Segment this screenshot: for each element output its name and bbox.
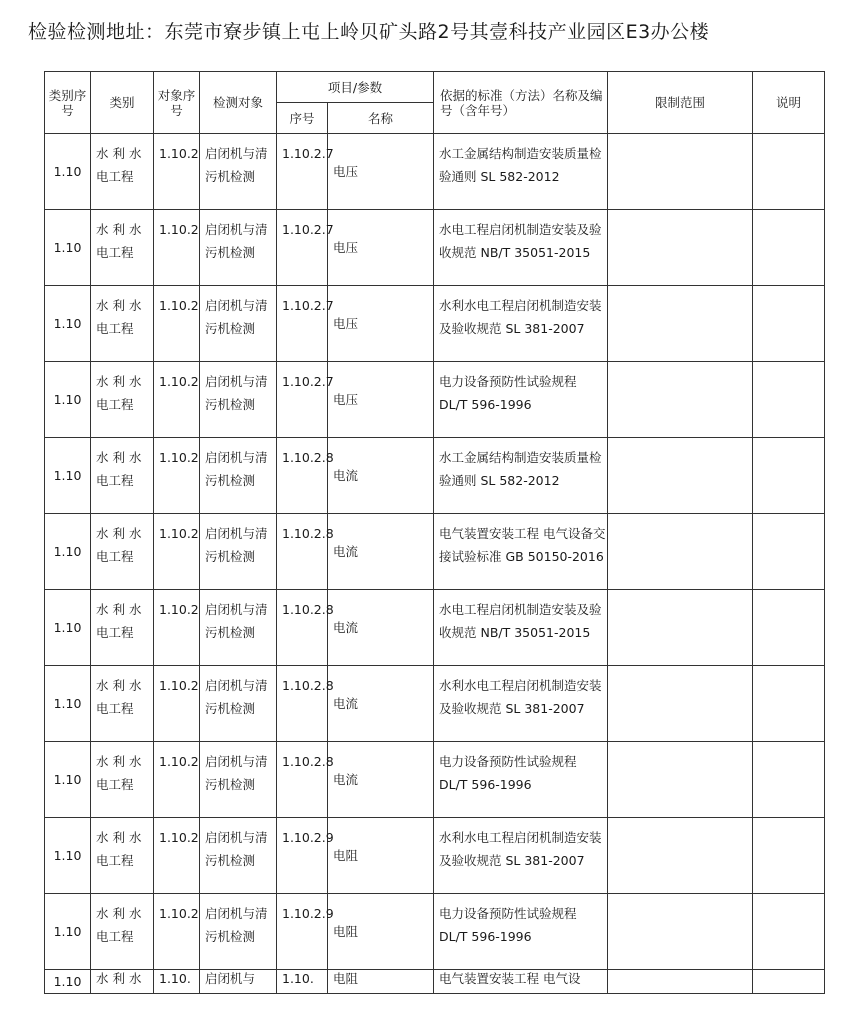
- cell-obj-no: 1.10.2: [154, 134, 200, 210]
- cell-item-no: 1.10.2.8: [277, 438, 328, 514]
- cell-item-no: 1.10.2.7: [277, 286, 328, 362]
- cell-object: 启闭机与清污机检测: [200, 286, 277, 362]
- cell-cat-no: 1.10: [45, 742, 91, 818]
- cell-item-name: 电压: [328, 286, 434, 362]
- table-row: [45, 286, 825, 362]
- cell-item-no: 1.10.2.8: [277, 590, 328, 666]
- table-row: [45, 894, 825, 970]
- cell-category: 水 利 水电工程: [91, 286, 154, 362]
- table-row: [45, 970, 825, 994]
- cell-item-name: 电流: [328, 590, 434, 666]
- cell-standard: 水工金属结构制造安装质量检验通则 SL 582-2012: [434, 438, 608, 514]
- cell-note: [753, 210, 825, 286]
- header-cat-no: 类别序号: [45, 72, 91, 134]
- cell-note: [753, 438, 825, 514]
- cell-standard: 水利水电工程启闭机制造安装及验收规范 SL 381-2007: [434, 666, 608, 742]
- cell-note: [753, 666, 825, 742]
- cell-object: 启闭机与清污机检测: [200, 818, 277, 894]
- cell-limit: [608, 970, 753, 994]
- cell-obj-no: 1.10.2: [154, 362, 200, 438]
- cell-item-no: 1.10.2.7: [277, 134, 328, 210]
- cell-standard: 水工金属结构制造安装质量检验通则 SL 582-2012: [434, 134, 608, 210]
- cell-note: [753, 818, 825, 894]
- cell-item-name: 电流: [328, 666, 434, 742]
- header-item-name: 名称: [328, 103, 434, 134]
- cell-obj-no: 1.10.2: [154, 742, 200, 818]
- cell-object: 启闭机与清污机检测: [200, 590, 277, 666]
- table-row: [45, 438, 825, 514]
- table-row: [45, 134, 825, 210]
- cell-item-no: 1.10.2.8: [277, 742, 328, 818]
- table-row: [45, 590, 825, 666]
- table-row: [45, 742, 825, 818]
- cell-category: 水 利 水电工程: [91, 438, 154, 514]
- cell-cat-no: 1.10: [45, 894, 91, 970]
- cell-item-no: 1.10.2.9: [277, 818, 328, 894]
- page-title: 检验检测地址：东莞市寮步镇上屯上岭贝矿头路2号其壹科技产业园区E3办公楼: [28, 21, 710, 43]
- cell-limit: [608, 894, 753, 970]
- cell-item-name: 电压: [328, 210, 434, 286]
- table-row: [45, 818, 825, 894]
- cell-note: [753, 590, 825, 666]
- cell-category: 水 利 水: [91, 970, 154, 994]
- cell-standard: 水电工程启闭机制造安装及验收规范 NB/T 35051-2015: [434, 210, 608, 286]
- cell-obj-no: 1.10.2: [154, 666, 200, 742]
- cell-category: 水 利 水电工程: [91, 514, 154, 590]
- cell-obj-no: 1.10.2: [154, 286, 200, 362]
- table-row: [45, 666, 825, 742]
- header-standard: 依据的标准（方法）名称及编号（含年号）: [434, 72, 608, 134]
- cell-limit: [608, 514, 753, 590]
- header-item-group: 项目/参数: [277, 72, 434, 103]
- header-item-no: 序号: [277, 103, 328, 134]
- cell-object: 启闭机与清污机检测: [200, 742, 277, 818]
- cell-item-no: 1.10.: [277, 970, 328, 994]
- cell-obj-no: 1.10.2: [154, 210, 200, 286]
- cell-obj-no: 1.10.2: [154, 514, 200, 590]
- cell-cat-no: 1.10: [45, 818, 91, 894]
- cell-category: 水 利 水电工程: [91, 134, 154, 210]
- cell-object: 启闭机与清污机检测: [200, 894, 277, 970]
- cell-category: 水 利 水电工程: [91, 818, 154, 894]
- cell-limit: [608, 362, 753, 438]
- inspection-table: [44, 71, 825, 994]
- cell-limit: [608, 210, 753, 286]
- cell-object: 启闭机与清污机检测: [200, 438, 277, 514]
- table-row: [45, 210, 825, 286]
- cell-category: 水 利 水电工程: [91, 590, 154, 666]
- header-note: 说明: [753, 72, 825, 134]
- header-category: 类别: [91, 72, 154, 134]
- cell-cat-no: 1.10: [45, 438, 91, 514]
- cell-cat-no: 1.10: [45, 286, 91, 362]
- cell-item-name: 电压: [328, 134, 434, 210]
- cell-cat-no: 1.10: [45, 666, 91, 742]
- cell-item-no: 1.10.2.8: [277, 666, 328, 742]
- cell-cat-no: 1.10: [45, 970, 91, 994]
- cell-category: 水 利 水电工程: [91, 210, 154, 286]
- cell-category: 水 利 水电工程: [91, 894, 154, 970]
- cell-note: [753, 134, 825, 210]
- cell-object: 启闭机与清污机检测: [200, 514, 277, 590]
- cell-limit: [608, 818, 753, 894]
- cell-category: 水 利 水电工程: [91, 742, 154, 818]
- table-row: [45, 514, 825, 590]
- cell-category: 水 利 水电工程: [91, 666, 154, 742]
- header-limit: 限制范围: [608, 72, 753, 134]
- cell-object: 启闭机与清污机检测: [200, 666, 277, 742]
- cell-standard: 水利水电工程启闭机制造安装及验收规范 SL 381-2007: [434, 818, 608, 894]
- cell-standard: 水电工程启闭机制造安装及验收规范 NB/T 35051-2015: [434, 590, 608, 666]
- cell-obj-no: 1.10.2: [154, 590, 200, 666]
- cell-limit: [608, 742, 753, 818]
- cell-note: [753, 970, 825, 994]
- cell-note: [753, 894, 825, 970]
- cell-item-name: 电阻: [328, 970, 434, 994]
- cell-note: [753, 362, 825, 438]
- cell-object: 启闭机与清污机检测: [200, 134, 277, 210]
- cell-item-no: 1.10.2.8: [277, 514, 328, 590]
- table-body: [45, 134, 825, 994]
- cell-item-name: 电阻: [328, 818, 434, 894]
- cell-item-name: 电流: [328, 438, 434, 514]
- cell-limit: [608, 666, 753, 742]
- cell-item-no: 1.10.2.7: [277, 362, 328, 438]
- cell-item-name: 电流: [328, 514, 434, 590]
- cell-note: [753, 514, 825, 590]
- cell-cat-no: 1.10: [45, 210, 91, 286]
- cell-standard: 电力设备预防性试验规程 DL/T 596-1996: [434, 362, 608, 438]
- cell-item-name: 电阻: [328, 894, 434, 970]
- cell-item-no: 1.10.2.7: [277, 210, 328, 286]
- cell-cat-no: 1.10: [45, 134, 91, 210]
- cell-limit: [608, 590, 753, 666]
- cell-limit: [608, 438, 753, 514]
- cell-item-name: 电流: [328, 742, 434, 818]
- cell-standard: 水利水电工程启闭机制造安装及验收规范 SL 381-2007: [434, 286, 608, 362]
- table-row: [45, 362, 825, 438]
- cell-object: 启闭机与清污机检测: [200, 210, 277, 286]
- cell-obj-no: 1.10.2: [154, 818, 200, 894]
- cell-cat-no: 1.10: [45, 362, 91, 438]
- cell-object: 启闭机与: [200, 970, 277, 994]
- cell-item-no: 1.10.2.9: [277, 894, 328, 970]
- cell-obj-no: 1.10.: [154, 970, 200, 994]
- header-obj-no: 对象序号: [154, 72, 200, 134]
- cell-obj-no: 1.10.2: [154, 894, 200, 970]
- cell-obj-no: 1.10.2: [154, 438, 200, 514]
- cell-cat-no: 1.10: [45, 514, 91, 590]
- cell-standard: 电力设备预防性试验规程 DL/T 596-1996: [434, 742, 608, 818]
- cell-standard: 电气装置安装工程 电气设备交接试验标准 GB 50150-2016: [434, 514, 608, 590]
- header-object: 检测对象: [200, 72, 277, 134]
- cell-category: 水 利 水电工程: [91, 362, 154, 438]
- cell-item-name: 电压: [328, 362, 434, 438]
- cell-cat-no: 1.10: [45, 590, 91, 666]
- cell-limit: [608, 134, 753, 210]
- cell-note: [753, 742, 825, 818]
- cell-note: [753, 286, 825, 362]
- cell-object: 启闭机与清污机检测: [200, 362, 277, 438]
- cell-limit: [608, 286, 753, 362]
- cell-standard: 电力设备预防性试验规程 DL/T 596-1996: [434, 894, 608, 970]
- cell-standard: 电气装置安装工程 电气设: [434, 970, 608, 994]
